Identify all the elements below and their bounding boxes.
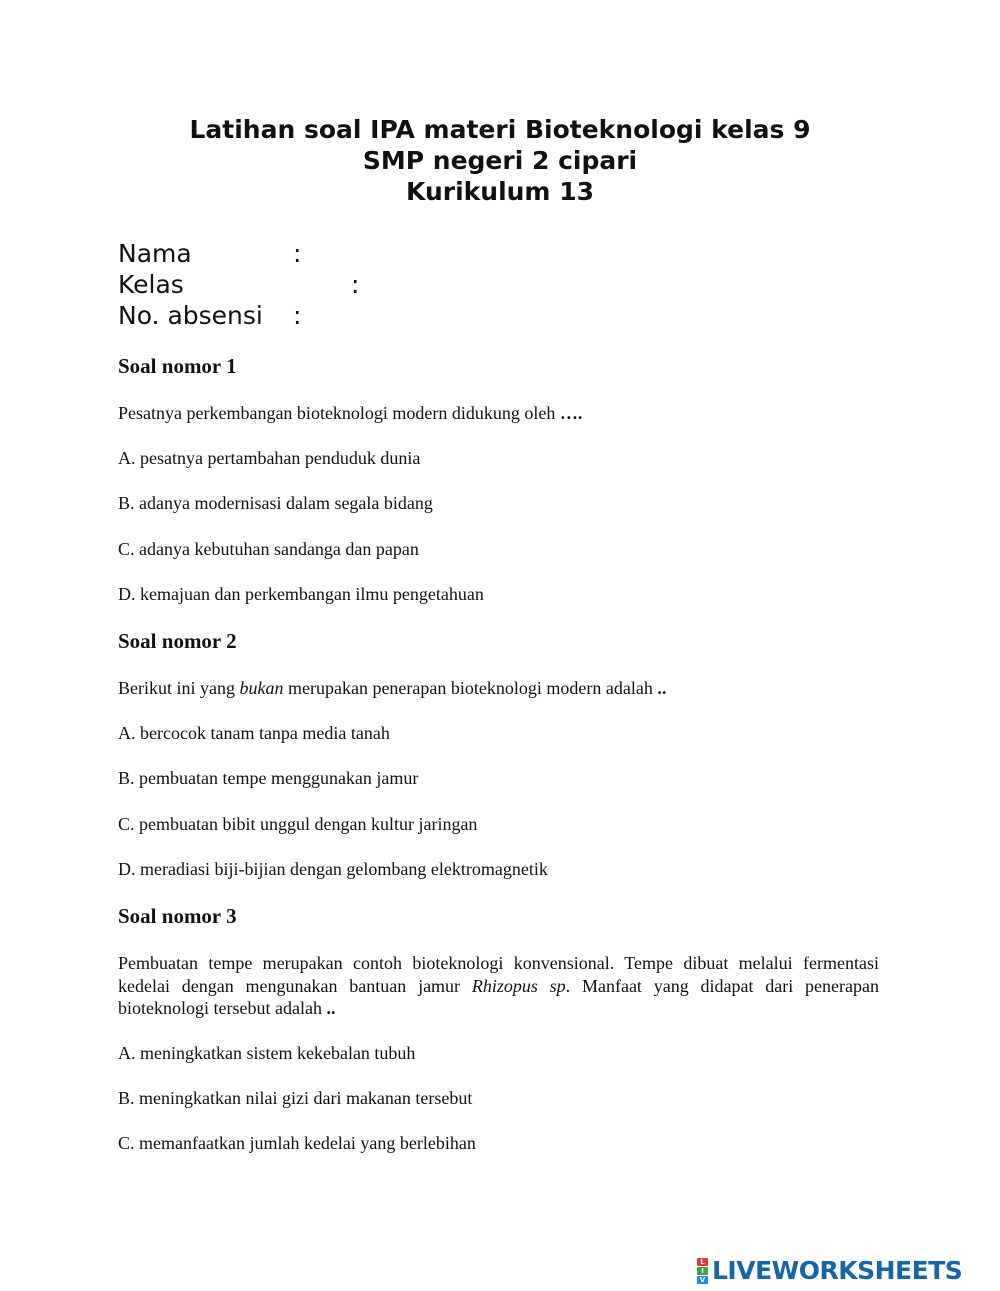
liveworksheets-logo <box>697 1257 962 1285</box>
soal-3-option-a[interactable]: A. meningkatkan sistem kekebalan tubuh <box>118 1043 416 1063</box>
worksheet-title <box>0 114 1000 207</box>
soal-3-question-end: .. <box>326 998 336 1018</box>
soal-1-question-end: …. <box>559 403 583 423</box>
soal-2-question-ital: bukan <box>239 678 284 698</box>
soal-1-question-text: Pesatnya perkembangan bioteknologi modern didukung oleh <box>118 403 560 423</box>
soal-1-option-a[interactable]: A. pesatnya pertambahan penduduk dunia <box>118 448 421 468</box>
soal-3-question-post: . Manfaat yang didapat dari penerapan bioteknologi tersebut adalah <box>118 975 880 1018</box>
kelas-colon: : <box>351 270 360 299</box>
logo-text: LIVEWORKSHEETS <box>712 1256 963 1285</box>
soal-2-heading: Soal nomor 2 <box>118 629 237 653</box>
soal-1-heading: Soal nomor 1 <box>118 354 237 378</box>
absensi-colon: : <box>293 301 302 330</box>
title-line-2: SMP negeri 2 cipari <box>362 146 638 175</box>
nama-row <box>118 238 818 269</box>
title-line-3: Kurikulum 13 <box>406 177 594 206</box>
soal-3-question-ital: Rhizopus sp <box>471 975 566 996</box>
logo-block-l: L <box>697 1258 708 1266</box>
logo-blocks-icon <box>697 1258 708 1284</box>
soal-2-option-b[interactable]: B. pembuatan tempe menggunakan jamur <box>118 768 419 788</box>
soal-1-option-b[interactable]: B. adanya modernisasi dalam segala bidang <box>118 493 433 513</box>
logo-block-v: V <box>697 1276 708 1284</box>
absensi-row <box>118 300 818 331</box>
title-line-1: Latihan soal IPA materi Bioteknologi kelas 9 <box>189 115 811 144</box>
soal-2-question <box>118 677 666 699</box>
nama-label: Nama <box>118 239 192 268</box>
logo-block-i: I <box>697 1267 708 1275</box>
soal-3-heading: Soal nomor 3 <box>118 904 237 928</box>
student-identity-block <box>118 238 818 331</box>
soal-3-option-b[interactable]: B. meningkatkan nilai gizi dari makanan tersebut <box>118 1088 473 1108</box>
soal-1-option-d[interactable]: D. kemajuan dan perkembangan ilmu pengetahuan <box>118 584 484 604</box>
soal-1-question <box>118 402 582 424</box>
soal-2-question-pre: Berikut ini yang <box>118 678 240 698</box>
soal-3-question <box>118 952 879 1020</box>
soal-3-question-pre: Pembuatan tempe merupakan contoh bioteknologi konvensional. Tempe dibuat melalui fermentasi kedelai dengan mengunakan bantuan jamur <box>118 953 879 996</box>
soal-2-question-post: merupakan penerapan bioteknologi modern adalah <box>283 678 658 698</box>
soal-2-option-a[interactable]: A. bercocok tanam tanpa media tanah <box>118 723 390 743</box>
kelas-row <box>118 269 818 300</box>
soal-2-option-c[interactable]: C. pembuatan bibit unggul dengan kultur jaringan <box>118 814 478 834</box>
soal-2-option-d[interactable]: D. meradiasi biji-bijian dengan gelombang elektromagnetik <box>118 859 548 879</box>
absensi-label: No. absensi <box>118 301 263 330</box>
soal-1-option-c[interactable]: C. adanya kebutuhan sandanga dan papan <box>118 539 419 559</box>
soal-2-question-end: .. <box>657 678 667 698</box>
nama-colon: : <box>293 239 302 268</box>
kelas-label: Kelas <box>118 270 184 299</box>
soal-3-option-c[interactable]: C. memanfaatkan jumlah kedelai yang berlebihan <box>118 1133 476 1153</box>
